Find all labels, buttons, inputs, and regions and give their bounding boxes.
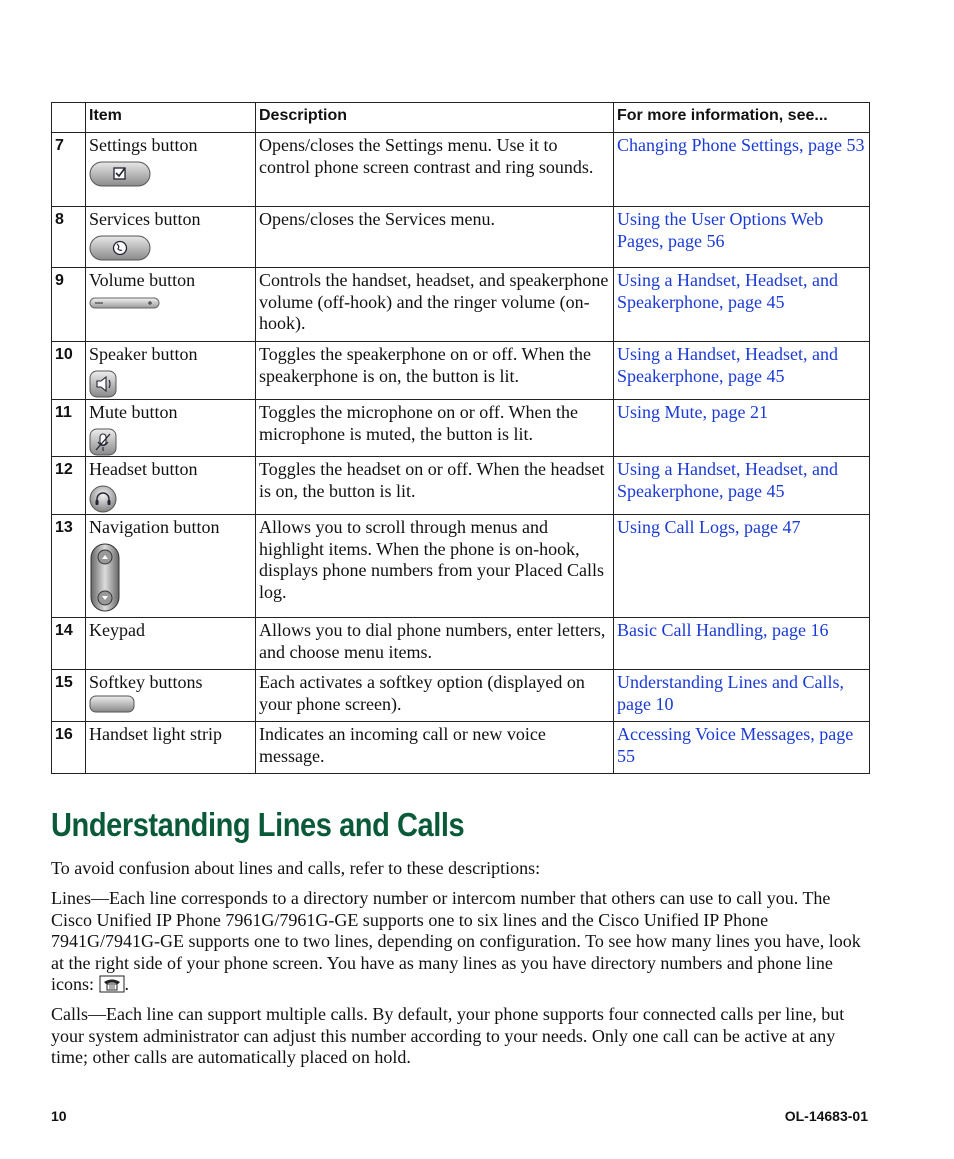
calls-paragraph: Calls—Each line can support multiple calls. By default, your phone supports four connected calls per line, but your system administrator can adjust this number according to your needs. Only one call can be active at any time; other calls are automatically placed on hold. (51, 1004, 845, 1067)
reference-link[interactable]: Using the User Options Web Pages, page 56 (614, 207, 870, 268)
item-label: Handset light strip (89, 724, 222, 744)
item-cell (86, 342, 256, 400)
speaker-icon (89, 370, 117, 398)
table-row (52, 722, 870, 774)
table-row (52, 457, 870, 515)
header-num (52, 103, 86, 133)
reference-link[interactable]: Using a Handset, Headset, and Speakerphone, page 45 (614, 457, 870, 515)
document-id: OL-14683-01 (784, 1108, 868, 1124)
reference-link[interactable]: Changing Phone Settings, page 53 (614, 133, 870, 207)
item-cell (86, 722, 256, 774)
services-globe-icon (89, 235, 151, 261)
table-row (52, 670, 870, 722)
item-cell (86, 400, 256, 457)
header-description: Description (256, 103, 614, 133)
item-cell (86, 133, 256, 207)
row-number: 9 (52, 268, 86, 342)
item-cell (86, 268, 256, 342)
lines-text-end: . (124, 974, 129, 994)
reference-link[interactable]: Basic Call Handling, page 16 (614, 618, 870, 670)
row-number: 13 (52, 515, 86, 618)
item-cell (86, 457, 256, 515)
description-cell: Controls the handset, headset, and speakerphone volume (off-hook) and the ringer volume (on-hook). (256, 268, 614, 342)
softkey-icon (89, 695, 135, 713)
reference-link[interactable]: Using a Handset, Headset, and Speakerphone, page 45 (614, 342, 870, 400)
table-row (52, 618, 870, 670)
table-row (52, 515, 870, 618)
item-label: Mute button (89, 402, 178, 422)
reference-link[interactable]: Using Mute, page 21 (614, 400, 870, 457)
row-number: 14 (52, 618, 86, 670)
row-number: 7 (52, 133, 86, 207)
table-row (52, 133, 870, 207)
row-number: 12 (52, 457, 86, 515)
item-label: Navigation button (89, 517, 220, 537)
table-row (52, 207, 870, 268)
navigation-rocker-icon (89, 543, 121, 613)
row-number: 15 (52, 670, 86, 722)
description-cell: Opens/closes the Settings menu. Use it to control phone screen contrast and ring sounds. (256, 133, 614, 207)
item-label: Services button (89, 209, 201, 229)
item-cell (86, 670, 256, 722)
settings-icon (89, 161, 151, 187)
lines-text: Lines—Each line corresponds to a directory number or intercom number that others can use to call you. The Cisco Unified IP Phone 7961G/7961G-GE supports one to six lines and the Cisco Unified IP Phone 7941G/7941G-GE supports one to two lines, depending on configuration. To see how many lines you have, look at the right side of your phone screen. You have as many lines as you have directory numbers and phone line icons: (51, 888, 861, 994)
description-cell: Opens/closes the Services menu. (256, 207, 614, 268)
headset-icon (89, 485, 117, 513)
row-number: 10 (52, 342, 86, 400)
lines-paragraph (51, 888, 873, 996)
page-number: 10 (51, 1108, 67, 1124)
description-cell: Toggles the headset on or off. When the headset is on, the button is lit. (256, 457, 614, 515)
reference-link[interactable]: Understanding Lines and Calls, page 10 (614, 670, 870, 722)
description-cell: Indicates an incoming call or new voice message. (256, 722, 614, 774)
header-item: Item (86, 103, 256, 133)
phone-line-icon (99, 975, 125, 993)
description-cell: Toggles the speakerphone on or off. When the speakerphone is on, the button is lit. (256, 342, 614, 400)
header-more-info: For more information, see... (614, 103, 870, 133)
item-label: Keypad (89, 620, 145, 640)
item-label: Headset button (89, 459, 198, 479)
reference-link[interactable]: Using Call Logs, page 47 (614, 515, 870, 618)
reference-table (51, 102, 870, 774)
table-row (52, 400, 870, 457)
item-label: Softkey buttons (89, 672, 203, 692)
row-number: 16 (52, 722, 86, 774)
item-cell (86, 618, 256, 670)
description-cell: Toggles the microphone on or off. When the microphone is muted, the button is lit. (256, 400, 614, 457)
item-label: Volume button (89, 270, 196, 290)
volume-bar-icon (89, 296, 161, 310)
row-number: 8 (52, 207, 86, 268)
mute-microphone-icon (89, 428, 117, 456)
table-row (52, 342, 870, 400)
reference-link[interactable]: Accessing Voice Messages, page 55 (614, 722, 870, 774)
item-cell (86, 207, 256, 268)
description-cell: Allows you to scroll through menus and highlight items. When the phone is on-hook, displays phone numbers from your Placed Calls log. (256, 515, 614, 618)
reference-link[interactable]: Using a Handset, Headset, and Speakerphone, page 45 (614, 268, 870, 342)
item-label: Settings button (89, 135, 198, 155)
description-cell: Each activates a softkey option (displayed on your phone screen). (256, 670, 614, 722)
section-title: Understanding Lines and Calls (51, 806, 465, 843)
item-cell (86, 515, 256, 618)
intro-paragraph: To avoid confusion about lines and calls, refer to these descriptions: (51, 858, 541, 878)
table-row (52, 268, 870, 342)
table-header-row (52, 103, 870, 133)
row-number: 11 (52, 400, 86, 457)
description-cell: Allows you to dial phone numbers, enter letters, and choose menu items. (256, 618, 614, 670)
item-label: Speaker button (89, 344, 198, 364)
